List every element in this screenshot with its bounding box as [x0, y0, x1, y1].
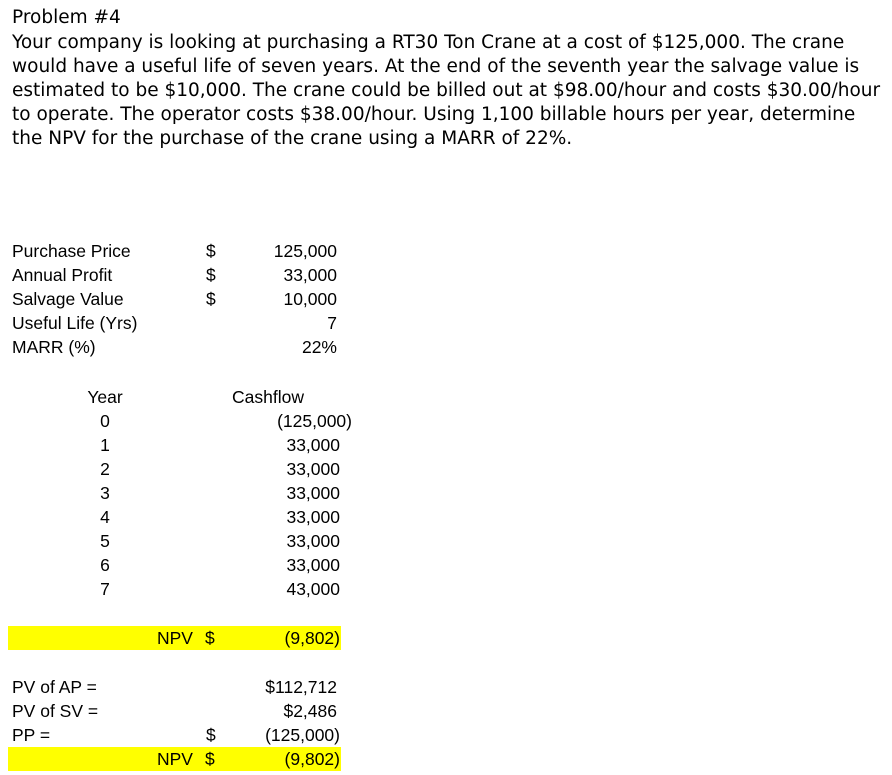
input-label: Useful Life (Yrs): [12, 313, 138, 333]
npv-value: (9,802): [284, 628, 340, 648]
table-row-cashflow: 33,000: [286, 483, 340, 503]
currency-symbol: $: [205, 628, 215, 648]
npv-label: NPV: [157, 749, 193, 769]
table-row-year: 5: [100, 531, 110, 551]
table-row-year: 7: [100, 579, 110, 599]
pv-ap-label: PV of AP =: [12, 677, 97, 697]
table-row-year: 2: [100, 459, 110, 479]
table-row-cashflow: 33,000: [286, 507, 340, 527]
input-label: Annual Profit: [12, 265, 113, 285]
table-row-year: 6: [100, 555, 110, 575]
input-label: Salvage Value: [12, 289, 124, 309]
table-row-cashflow: 33,000: [286, 459, 340, 479]
pv-ap-value: $112,712: [265, 677, 337, 697]
table-row-cashflow: 33,000: [286, 555, 340, 575]
currency-symbol: $: [206, 289, 216, 309]
input-value: 7: [327, 313, 337, 333]
pp-label: PP =: [12, 725, 51, 745]
currency-symbol: $: [206, 265, 216, 285]
currency-symbol: $: [205, 749, 215, 769]
input-value: 33,000: [283, 265, 337, 285]
table-row-cashflow: (125,000): [277, 411, 352, 431]
table-row-year: 3: [100, 483, 110, 503]
npv-value: (9,802): [284, 749, 340, 769]
table-row-cashflow: 43,000: [286, 579, 340, 599]
table-row-cashflow: 33,000: [286, 435, 340, 455]
input-value: 125,000: [273, 241, 337, 261]
problem-title: Problem #4: [12, 7, 121, 28]
input-value: 10,000: [283, 289, 337, 309]
input-value: 22%: [301, 337, 337, 357]
pv-sv-value: $2,486: [283, 701, 337, 721]
table-row-cashflow: 33,000: [286, 531, 340, 551]
npv-label: NPV: [157, 628, 193, 648]
currency-symbol: $: [206, 241, 216, 261]
cashflow-column-header: Cashflow: [232, 387, 304, 407]
pp-value: (125,000): [265, 725, 340, 745]
table-row-year: 4: [100, 507, 110, 527]
currency-symbol: $: [206, 725, 216, 745]
input-label: Purchase Price: [12, 241, 131, 261]
table-row-year: 1: [100, 435, 110, 455]
table-row-year: 0: [100, 411, 110, 431]
input-label: MARR (%): [12, 337, 96, 357]
problem-text: Your company is looking at purchasing a RT30 Ton Crane at a cost of $125,000. The crane would have a useful life of seven years. At the end of the seventh year the salvage value is estimated to be $10,000. The crane could be billed out at $98.00/hour and costs $30.00/hour to operate. The operator costs $38.00/hour. Using 1,100 billable hours per year, determine the NPV for the purchase of the crane using a MARR of 22%.: [12, 32, 881, 149]
year-column-header: Year: [87, 387, 123, 407]
pv-sv-label: PV of SV =: [12, 701, 99, 721]
